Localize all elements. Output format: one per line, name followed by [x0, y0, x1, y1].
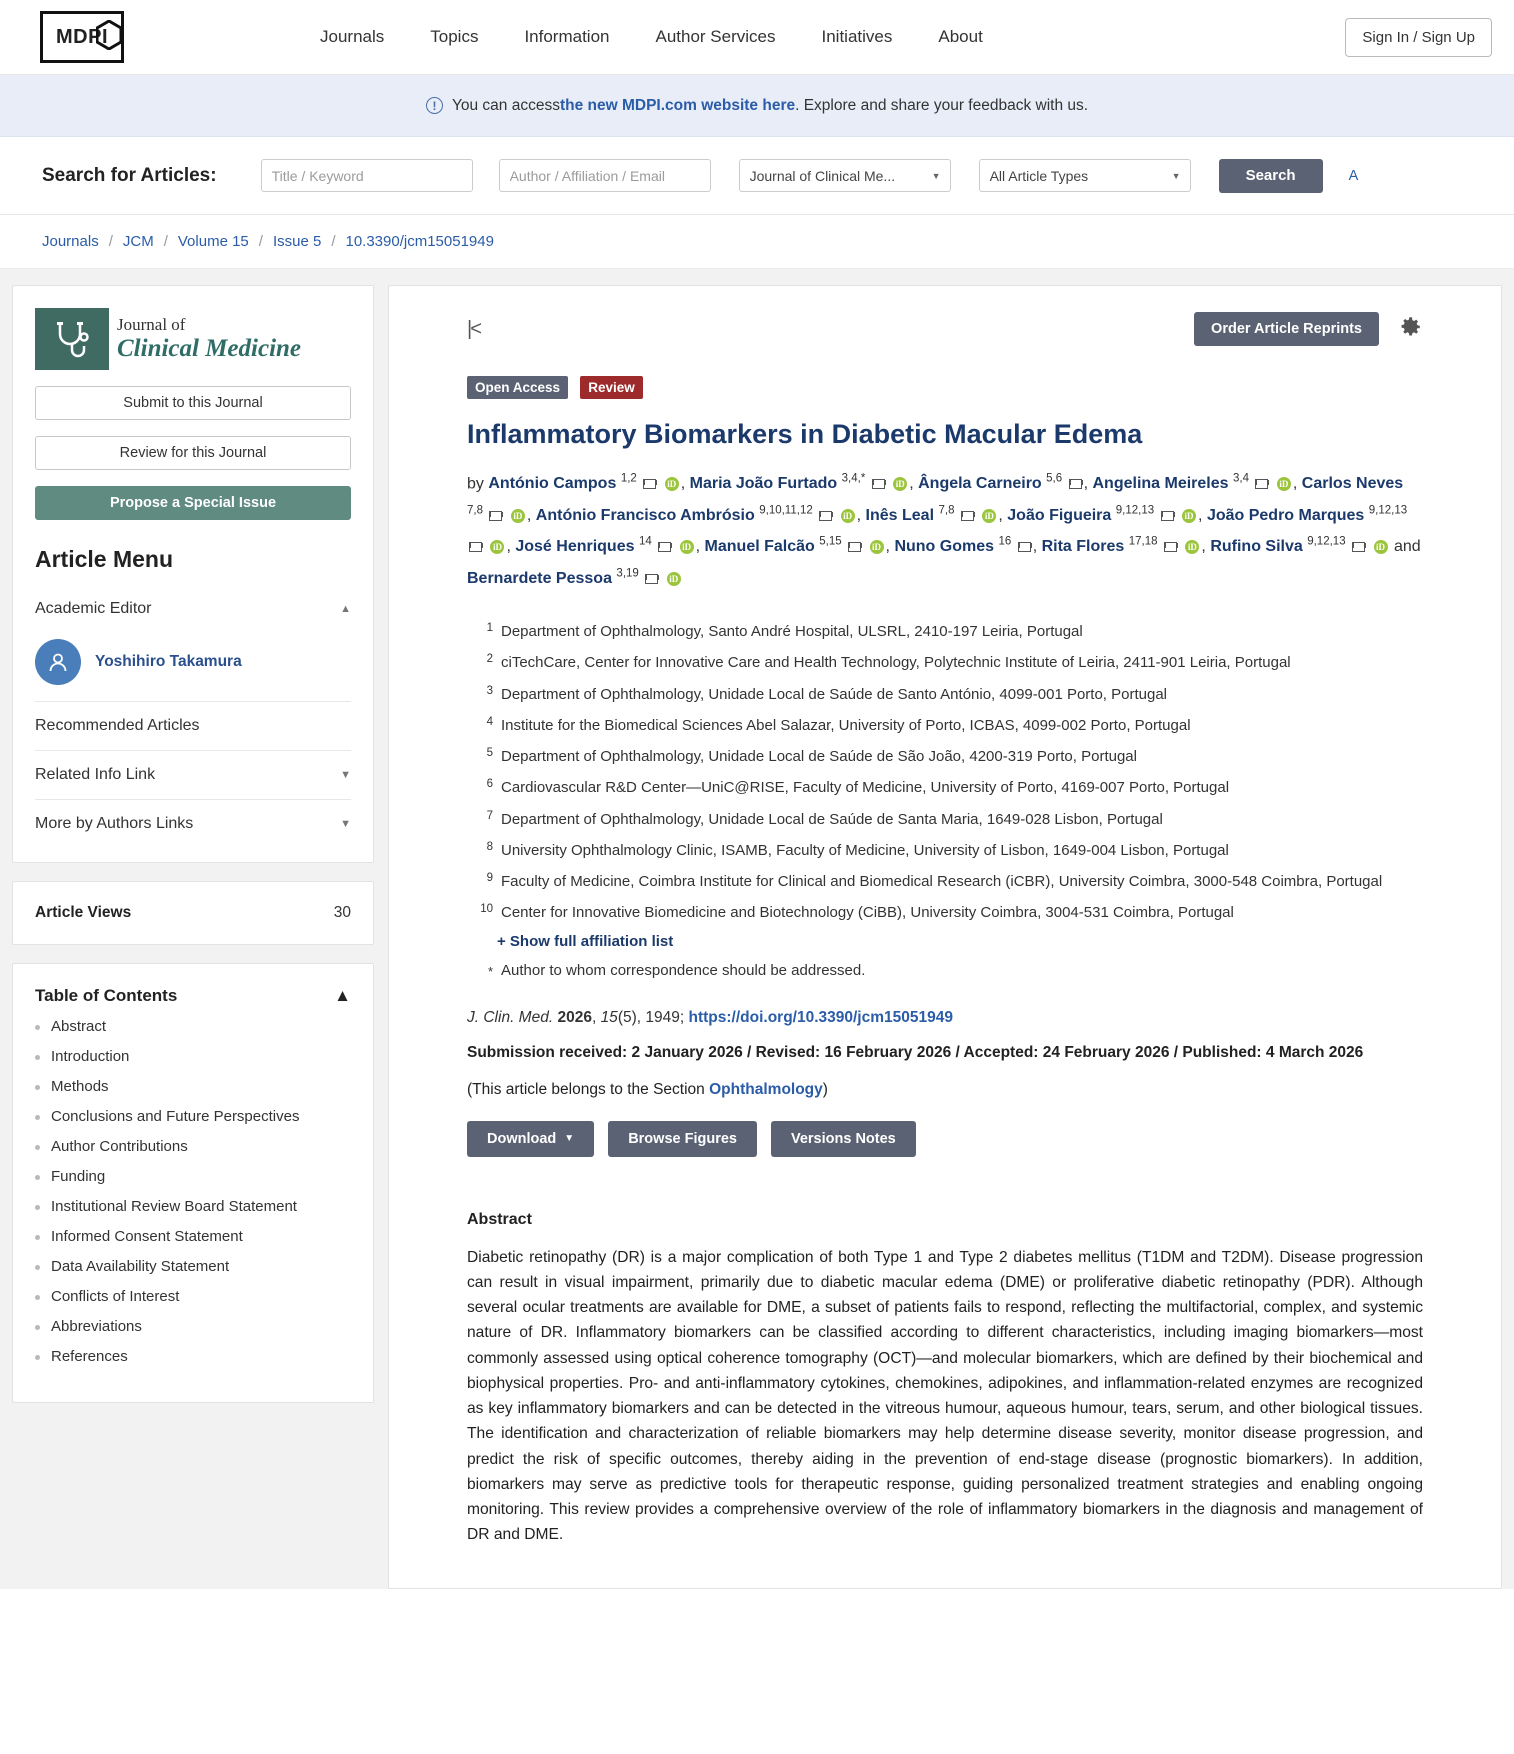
author-name[interactable]: Ângela Carneiro	[918, 475, 1042, 493]
toc-list	[13, 1014, 373, 1402]
author-name[interactable]: Nuno Gomes	[894, 538, 994, 556]
author-name[interactable]: Maria João Furtado	[689, 475, 838, 493]
toc-item-label: Author Contributions	[51, 1138, 188, 1155]
list-item	[467, 901, 1423, 924]
list-item	[467, 620, 1423, 643]
author-affil-sup: 9,12,13	[1368, 504, 1408, 517]
academic-editor-entry[interactable]	[35, 639, 351, 685]
orcid-icon[interactable]: iD	[870, 540, 884, 554]
section-note	[467, 1081, 1423, 1099]
notice-suffix: . Explore and share your feedback with us.	[795, 96, 1089, 114]
mdpi-logo[interactable]	[40, 11, 124, 63]
affiliation-text: Faculty of Medicine, Coimbra Institute for Clinical and Biomedical Research (iCBR), University Coimbra, 3000-548 Coimbra, Portugal	[501, 873, 1383, 891]
orcid-icon[interactable]: iD	[1374, 540, 1388, 554]
affiliation-number: 7	[486, 809, 493, 822]
toc-item-label: Abstract	[51, 1018, 107, 1035]
toc-item-label: Abbreviations	[51, 1318, 142, 1335]
chevron-down-icon: ▼	[340, 769, 351, 781]
toc-item-label: Informed Consent Statement	[51, 1228, 243, 1245]
breadcrumb-item-volume[interactable]: Volume 15	[177, 233, 249, 250]
chevron-down-icon: ▼	[564, 1133, 575, 1145]
orcid-icon[interactable]: iD	[667, 572, 681, 586]
author-name[interactable]: Carlos Neves	[1301, 475, 1404, 493]
review-for-journal-button[interactable]: Review for this Journal	[35, 436, 351, 470]
list-item	[467, 714, 1423, 737]
chevron-up-icon: ▲	[334, 986, 351, 1005]
email-icon[interactable]	[643, 479, 656, 489]
email-icon[interactable]	[1164, 542, 1177, 552]
sidebar-item-academic-editor[interactable]	[35, 585, 351, 633]
chevron-down-icon: ▼	[931, 170, 941, 181]
email-icon[interactable]	[961, 511, 974, 521]
author-separator: ,	[998, 506, 1008, 524]
affiliation-text: Department of Ophthalmology, Unidade Local de Saúde de Santo António, 4099-001 Porto, Portugal	[501, 685, 1168, 703]
chevron-down-icon: ▼	[1171, 170, 1181, 181]
list-item[interactable]	[35, 1258, 351, 1275]
toc-item-label: Conflicts of Interest	[51, 1288, 180, 1305]
affiliation-text: University Ophthalmology Clinic, ISAMB, Faculty of Medicine, University of Lisbon, 1649-004 Lisbon, Portugal	[501, 841, 1229, 859]
info-circle-icon: !	[426, 97, 443, 114]
author-name[interactable]: José Henriques	[515, 538, 635, 556]
user-avatar-icon	[35, 639, 81, 685]
top-navigation-bar	[0, 0, 1514, 75]
author-name[interactable]: João Pedro Marques	[1206, 506, 1365, 524]
author-name[interactable]: Inês Leal	[865, 506, 935, 524]
breadcrumb-item-issue[interactable]: Issue 5	[272, 233, 322, 250]
article-type-select-value: All Article Types	[989, 167, 1089, 184]
list-item	[467, 651, 1423, 674]
author-separator: and	[1389, 538, 1421, 556]
toc-item-label: Data Availability Statement	[51, 1258, 230, 1275]
submit-to-journal-button[interactable]: Submit to this Journal	[35, 386, 351, 420]
article-views-card	[12, 881, 374, 945]
list-item[interactable]	[35, 1318, 351, 1335]
browse-figures-button[interactable]	[608, 1121, 757, 1157]
affiliation-number: 5	[486, 747, 493, 760]
sidebar-item-label: Recommended Articles	[35, 717, 200, 734]
status-badge-review: Review	[580, 376, 643, 399]
breadcrumb-item-journals[interactable]: Journals	[42, 233, 99, 250]
affiliation-number: 6	[486, 778, 493, 791]
browse-figures-label: Browse Figures	[628, 1130, 737, 1147]
journal-select-value: Journal of Clinical Me...	[749, 167, 896, 184]
author-entry	[918, 475, 1092, 492]
sidebar-item-related-info-link[interactable]	[35, 750, 351, 799]
citation-volume: 15	[600, 1008, 618, 1026]
author-affil-sup: 3,19	[616, 567, 639, 580]
toc-title: Table of Contents	[35, 986, 178, 1005]
affiliation-text: ciTechCare, Center for Innovative Care and Health Technology, Polytechnic Institute of Leiria, 2411-901 Leiria, Portugal	[501, 654, 1291, 672]
email-icon[interactable]	[848, 542, 861, 552]
nav-item-topics[interactable]: Topics	[430, 27, 479, 46]
author-name[interactable]: Bernardete Pessoa	[467, 569, 612, 587]
author-separator: ,	[1198, 506, 1207, 524]
author-separator: ,	[856, 506, 866, 524]
affiliation-number: 2	[486, 653, 493, 666]
versions-notes-button[interactable]	[771, 1121, 916, 1157]
versions-notes-label: Versions Notes	[790, 1130, 896, 1147]
list-item[interactable]	[35, 1048, 351, 1065]
author-affil-sup: 16	[998, 536, 1012, 549]
advanced-search-link[interactable]: A	[1348, 167, 1359, 184]
affiliation-text: Department of Ophthalmology, Unidade Local de Saúde de Santa Maria, 1649-028 Lisbon, Portugal	[501, 810, 1163, 828]
email-icon[interactable]	[1161, 511, 1174, 521]
affiliation-number: 10	[480, 903, 493, 916]
article-menu-title: Article Menu	[35, 546, 174, 572]
list-item[interactable]	[35, 1198, 351, 1215]
section-link-ophthalmology[interactable]: Ophthalmology	[709, 1080, 823, 1098]
affiliation-text: Institute for the Biomedical Sciences Abel Salazar, University of Porto, ICBAS, 4099-002 Porto, Portugal	[501, 716, 1191, 734]
search-author-input[interactable]	[499, 159, 711, 192]
citation-issue: (5)	[617, 1008, 637, 1026]
article-main-panel	[388, 285, 1502, 1589]
list-item[interactable]	[35, 1108, 351, 1125]
author-separator: ,	[885, 538, 895, 556]
gear-icon[interactable]	[1397, 314, 1423, 344]
order-article-reprints-button[interactable]: Order Article Reprints	[1194, 312, 1379, 346]
breadcrumb-separator: /	[258, 233, 263, 250]
author-affil-sup: 7,8	[938, 504, 955, 517]
list-item	[467, 683, 1423, 706]
academic-editor-name[interactable]: Yoshihiro Takamura	[95, 653, 242, 670]
email-icon[interactable]	[1352, 542, 1365, 552]
author-affil-sup: 9,12,13	[1115, 504, 1155, 517]
abstract-heading: Abstract	[467, 1210, 532, 1228]
sidebar-item-label: Academic Editor	[35, 600, 152, 617]
journal-logo[interactable]	[35, 308, 351, 370]
author-name[interactable]: Manuel Falcão	[704, 538, 815, 556]
site-notice-banner	[0, 75, 1514, 137]
email-icon[interactable]	[1018, 542, 1031, 552]
journal-select[interactable]	[739, 159, 951, 192]
sidebar-item-recommended-articles[interactable]	[35, 701, 351, 750]
nav-item-about[interactable]: About	[938, 27, 983, 46]
author-entry	[690, 475, 919, 492]
orcid-icon[interactable]: iD	[893, 477, 907, 491]
citation-year: 2026	[557, 1008, 592, 1026]
page-body	[0, 269, 1514, 1589]
affiliation-number: 9	[486, 872, 493, 885]
download-button[interactable]	[467, 1121, 594, 1157]
author-separator: ,	[1201, 538, 1211, 556]
breadcrumb	[0, 215, 1514, 269]
search-button[interactable]: Search	[1219, 159, 1323, 193]
email-icon[interactable]	[819, 511, 832, 521]
correspondence-text: Author to whom correspondence should be addressed.	[501, 961, 866, 979]
sidebar-item-label: More by Authors Links	[35, 815, 194, 832]
author-entry	[1093, 475, 1302, 492]
author-separator: ,	[1083, 475, 1093, 493]
list-item	[467, 870, 1423, 893]
chevron-down-icon: ▼	[340, 818, 351, 830]
citation-line: J. Clin. Med. 2026, 15(5), 1949; https://doi.org/10.3390/jcm15051949	[467, 1008, 953, 1026]
affiliation-number: 8	[486, 840, 493, 853]
email-icon[interactable]	[658, 542, 671, 552]
author-affil-sup: 17,18	[1128, 536, 1158, 549]
citation-pages: 1949	[645, 1008, 680, 1026]
journal-card	[12, 285, 374, 863]
author-affil-sup: 5,15	[819, 536, 842, 549]
author-entry	[1007, 504, 1207, 524]
author-list	[467, 468, 1423, 594]
list-item	[467, 745, 1423, 768]
search-heading: Search for Articles:	[42, 164, 217, 186]
citation-journal: J. Clin. Med.	[467, 1008, 554, 1026]
sidebar-item-more-by-authors-links[interactable]	[35, 799, 351, 848]
author-affil-sup: 9,10,11,12	[759, 504, 813, 517]
breadcrumb-item-doi[interactable]: 10.3390/jcm15051949	[345, 233, 494, 250]
article-search-bar	[0, 137, 1514, 215]
author-affil-sup: 1,2	[620, 473, 637, 486]
status-badge-open-access: Open Access	[467, 376, 568, 399]
orcid-icon[interactable]: iD	[982, 509, 996, 523]
affiliation-number: 1	[486, 622, 493, 635]
stethoscope-icon	[35, 308, 109, 370]
mdpi-logo-text: MDPI	[56, 25, 108, 48]
affiliation-number: 3	[486, 684, 493, 697]
breadcrumb-separator: /	[108, 233, 113, 250]
propose-special-issue-button[interactable]: Propose a Special Issue	[35, 486, 351, 520]
orcid-icon[interactable]: iD	[511, 509, 525, 523]
author-affil-sup: 9,12,13	[1307, 536, 1346, 549]
author-entry	[467, 567, 683, 587]
correspondence-marker: *	[487, 963, 493, 979]
affiliation-list	[467, 620, 1423, 925]
author-separator: ,	[695, 538, 705, 556]
author-entry	[865, 504, 1008, 524]
page-title: Inflammatory Biomarkers in Diabetic Macular Edema	[467, 419, 1143, 449]
orcid-icon[interactable]: iD	[1277, 477, 1291, 491]
toc-item-label: Methods	[51, 1078, 109, 1095]
article-action-buttons	[467, 1121, 1423, 1157]
author-separator: ,	[680, 475, 690, 493]
author-entry	[1210, 538, 1420, 555]
email-icon[interactable]	[1255, 479, 1268, 489]
article-toolbar	[467, 312, 1423, 346]
email-icon[interactable]	[645, 574, 658, 584]
nav-item-initiatives[interactable]: Initiatives	[821, 27, 893, 46]
show-full-affiliation-list-link[interactable]: + Show full affiliation list	[497, 932, 674, 950]
author-name[interactable]: Rita Flores	[1041, 538, 1125, 556]
main-menu	[320, 27, 983, 47]
affiliation-text: Cardiovascular R&D Center—UniC@RISE, Faculty of Medicine, University of Porto, 4169-007 Porto, Portugal	[501, 779, 1230, 797]
author-separator: ,	[909, 475, 919, 493]
author-entry	[515, 538, 704, 555]
author-separator: ,	[1292, 475, 1302, 493]
collapse-left-icon[interactable]: |<	[467, 317, 480, 340]
by-label: by	[467, 475, 484, 493]
email-icon[interactable]	[872, 479, 885, 489]
author-affil-sup: 3,4	[1233, 473, 1249, 486]
correspondence-note	[467, 962, 1423, 979]
hexagon-icon	[96, 20, 122, 54]
author-entry	[1042, 538, 1211, 555]
author-affil-sup: 14	[638, 536, 652, 549]
breadcrumb-separator: /	[331, 233, 336, 250]
new-website-link[interactable]: the new MDPI.com website here	[559, 96, 796, 114]
author-name[interactable]: Angelina Meireles	[1092, 475, 1229, 493]
article-views-label: Article Views	[35, 904, 132, 921]
nav-item-information[interactable]: Information	[524, 27, 610, 46]
toc-header[interactable]	[13, 964, 373, 1014]
author-name[interactable]: João Figueira	[1007, 506, 1112, 524]
nav-item-author-services[interactable]: Author Services	[655, 27, 776, 46]
abstract-text: Diabetic retinopathy (DR) is a major complication of both Type 1 and Type 2 diabetes mellitus (T1DM and T2DM). Disease progression can result in visual impairment, primarily due to diabetic macular edema (DME) or proliferative diabetic retinopathy (PDR). Although several ocular treatments are available for DME, a subset of patients fails to respond, reflecting the multifactorial, complex, and systemic nature of DR. Inflammatory biomarkers can be classified according to different characteristics, including imaging biomarkers—most commonly assessed using optical coherence tomography (OCT)—and molecular biomarkers, which are defined by their biochemical and biophysical properties. Pro- and anti-inflammatory cytokines, chemokines, adipokines, and inflammation-related enzymes are recognized as key inflammatory biomarkers and can be detected in the vitreous humour, aqueous humour, tears, serum, and other biological tissues. The identification and characterization of reliable biomarkers may help determine disease severity, monitor disease progression, and predict the risk of specific outcomes, thereby aiding in the prevention of end-stage disease (prognostic biomarkers). In addition, biomarkers may serve as predictive tools for therapeutic response, guiding personalized treatment strategies and enabling ongoing monitoring. This review provides a comprehensive overview of the role of inflammatory biomarkers in the diagnosis and management of DR and DME.	[467, 1248, 1423, 1544]
email-icon[interactable]	[469, 542, 482, 552]
author-entry	[535, 504, 866, 524]
author-separator: ,	[506, 538, 516, 556]
breadcrumb-separator: /	[163, 233, 168, 250]
article-views-count: 30	[333, 904, 351, 921]
author-entry	[705, 538, 895, 555]
author-entry	[488, 475, 689, 492]
author-affil-sup: 3,4,*	[841, 473, 866, 486]
toc-item-label: References	[51, 1348, 128, 1365]
list-item[interactable]	[35, 1288, 351, 1305]
author-affil-sup: 7,8	[467, 504, 483, 517]
author-name[interactable]: António Campos	[488, 475, 617, 493]
author-separator: ,	[1032, 538, 1042, 556]
list-item[interactable]	[35, 1078, 351, 1095]
affiliation-number: 4	[486, 715, 493, 728]
list-item	[467, 839, 1423, 862]
email-icon[interactable]	[489, 511, 502, 521]
toc-item-label: Institutional Review Board Statement	[51, 1198, 297, 1215]
affiliation-text: Center for Innovative Biomedicine and Biotechnology (CiBB), University Coimbra, 3004-531 Coimbra, Portugal	[501, 904, 1234, 922]
orcid-icon[interactable]: iD	[841, 509, 855, 523]
list-item[interactable]	[35, 1138, 351, 1155]
article-badges	[467, 376, 1423, 399]
list-item[interactable]	[35, 1168, 351, 1185]
sidebar	[12, 285, 374, 1421]
toc-item-label: Conclusions and Future Perspectives	[51, 1108, 300, 1125]
list-item	[467, 808, 1423, 831]
submission-dates: Submission received: 2 January 2026 / Revised: 16 February 2026 / Accepted: 24 February 2026 / Published: 4 March 2026	[467, 1043, 1364, 1061]
journal-title-line2: Clinical Medicine	[117, 335, 302, 362]
article-type-select[interactable]	[979, 159, 1191, 192]
list-item[interactable]	[35, 1348, 351, 1365]
breadcrumb-item-jcm[interactable]: JCM	[122, 233, 154, 250]
list-item[interactable]	[35, 1228, 351, 1245]
orcid-icon[interactable]: iD	[1182, 509, 1196, 523]
sign-in-sign-up-button[interactable]: Sign In / Sign Up	[1345, 18, 1492, 57]
section-note-prefix: (This article belongs to the Section	[467, 1080, 710, 1098]
orcid-icon[interactable]: iD	[680, 540, 694, 554]
toc-item-label: Funding	[51, 1168, 106, 1185]
author-name[interactable]: António Francisco Ambrósio	[535, 506, 755, 524]
list-item[interactable]	[35, 1018, 351, 1035]
orcid-icon[interactable]: iD	[665, 477, 679, 491]
download-label: Download	[487, 1130, 557, 1147]
author-entry	[894, 538, 1041, 555]
author-name[interactable]: Rufino Silva	[1210, 538, 1303, 556]
doi-link[interactable]: https://doi.org/10.3390/jcm15051949	[688, 1008, 953, 1026]
affiliation-text: Department of Ophthalmology, Unidade Local de Saúde de São João, 4200-319 Porto, Portugal	[501, 748, 1137, 766]
email-icon[interactable]	[1069, 479, 1082, 489]
search-keyword-input[interactable]	[261, 159, 473, 192]
section-note-suffix: )	[822, 1080, 828, 1098]
chevron-up-icon: ▲	[340, 603, 351, 615]
affiliation-text: Department of Ophthalmology, Santo André Hospital, ULSRL, 2410-197 Leiria, Portugal	[501, 623, 1083, 641]
author-affil-sup: 5,6	[1046, 473, 1063, 486]
notice-prefix: You can access	[451, 96, 560, 114]
nav-item-journals[interactable]: Journals	[320, 27, 385, 46]
journal-title-line1: Journal of	[117, 315, 186, 334]
author-separator: ,	[526, 506, 536, 524]
orcid-icon[interactable]: iD	[1185, 540, 1199, 554]
sidebar-item-label: Related Info Link	[35, 766, 156, 783]
toc-item-label: Introduction	[51, 1048, 130, 1065]
list-item	[467, 776, 1423, 799]
orcid-icon[interactable]: iD	[490, 540, 504, 554]
table-of-contents-card	[12, 963, 374, 1403]
